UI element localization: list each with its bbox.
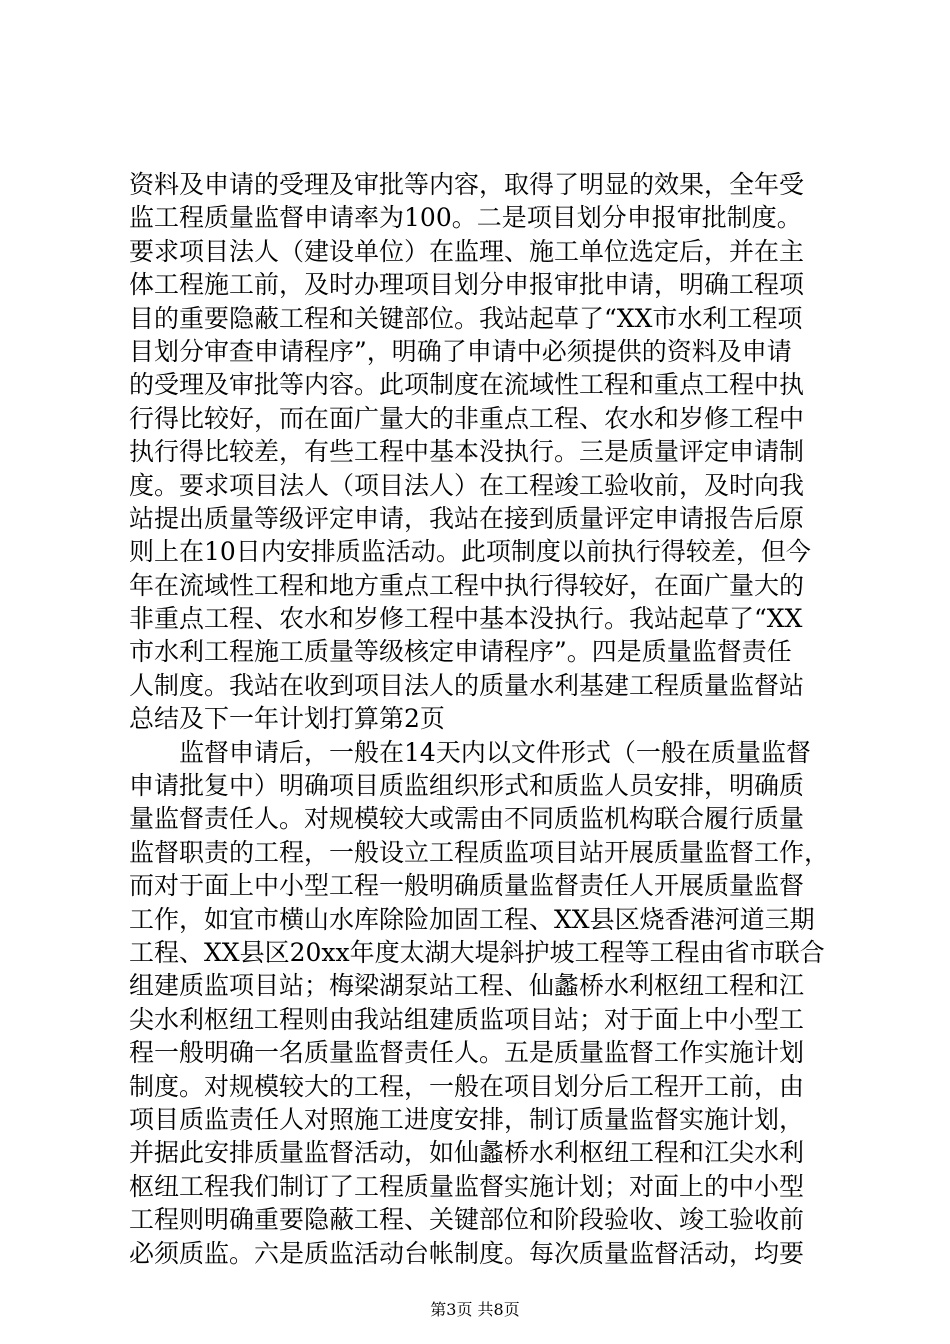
page-footer [0,1300,950,1320]
text-line: 枢纽工程我们制订了工程质量监督实施计划；对面上的中小型 [129,1171,805,1201]
text-line: 项目质监责任人对照施工进度安排，制订质量监督实施计划， [129,1104,805,1134]
text-line: 市水利工程施工质量等级核定申请程序”。四是质量监督责任 [129,637,792,667]
text-line: 年在流域性工程和地方重点工程中执行得较好，在面广量大的 [129,570,805,600]
text-line: 行得比较好，而在面广量大的非重点工程、农水和岁修工程中 [129,403,805,433]
text-line: 总结及下一年计划打算第2页 [129,704,445,734]
text-line: 工作，如宜市横山水库除险加固工程、XX县区烧香港河道三期 [129,904,815,934]
text-line: 制度。对规模较大的工程，一般在项目划分后工程开工前，由 [129,1071,805,1101]
text-line: 量监督责任人。对规模较大或需由不同质监机构联合履行质量 [129,804,805,834]
text-line: 的受理及审批等内容。此项制度在流域性工程和重点工程中执 [129,370,805,400]
text-line: 监工程质量监督申请率为100。二是项目划分申报审批制度。 [129,203,802,233]
text-line: 组建质监项目站；梅梁湖泵站工程、仙蠡桥水利枢纽工程和江 [129,971,805,1001]
text-line: 工程则明确重要隐蔽工程、关键部位和阶段验收、竣工验收前 [129,1205,805,1235]
text-line: 尖水利枢纽工程则由我站组建质监项目站；对于面上中小型工 [129,1004,805,1034]
document-body [129,168,833,1270]
text-line: 程一般明确一名质量监督责任人。五是质量监督工作实施计划 [129,1038,805,1068]
text-line: 并据此安排质量监督活动，如仙蠡桥水利枢纽工程和江尖水利 [129,1138,805,1168]
text-line: 必须质监。六是质监活动台帐制度。每次质量监督活动，均要 [129,1238,805,1268]
paragraph-2 [129,736,833,1270]
text-line: 执行得比较差，有些工程中基本没执行。三是质量评定申请制 [129,437,805,467]
text-line: 申请批复中）明确项目质监组织形式和质监人员安排，明确质 [129,771,805,801]
text-line: 体工程施工前，及时办理项目划分申报审批申请，明确工程项 [129,270,805,300]
text-line: 工程、XX县区20xx年度太湖大堤斜护坡工程等工程由省市联合 [129,937,825,967]
text-line: 监督申请后，一般在14天内以文件形式（一般在质量监督 [179,737,811,767]
text-line: 监督职责的工程，一般设立工程质监项目站开展质量监督工作， [129,837,830,867]
text-line: 而对于面上中小型工程一般明确质量监督责任人开展质量监督 [129,871,805,901]
text-line: 目的重要隐蔽工程和关键部位。我站起草了“XX市水利工程项 [129,303,803,333]
text-line: 资料及申请的受理及审批等内容，取得了明显的效果，全年受 [129,170,805,199]
paragraph-1 [129,168,833,736]
text-line: 人制度。我站在收到项目法人的质量水利基建工程质量监督站 [129,670,805,700]
text-line: 要求项目法人（建设单位）在监理、施工单位选定后，并在主 [129,236,805,266]
text-line: 目划分审查申请程序”，明确了申请中必须提供的资料及申请 [129,336,792,366]
text-line: 则上在10日内安排质监活动。此项制度以前执行得较差，但今 [129,537,811,567]
text-line: 站提出质量等级评定申请，我站在接到质量评定申请报告后原 [129,503,805,533]
text-line: 度。要求项目法人（项目法人）在工程竣工验收前，及时向我 [129,470,805,500]
page-number: 第3页 共8页 [430,1300,520,1319]
text-line: 非重点工程、农水和岁修工程中基本没执行。我站起草了“XX [129,604,803,634]
